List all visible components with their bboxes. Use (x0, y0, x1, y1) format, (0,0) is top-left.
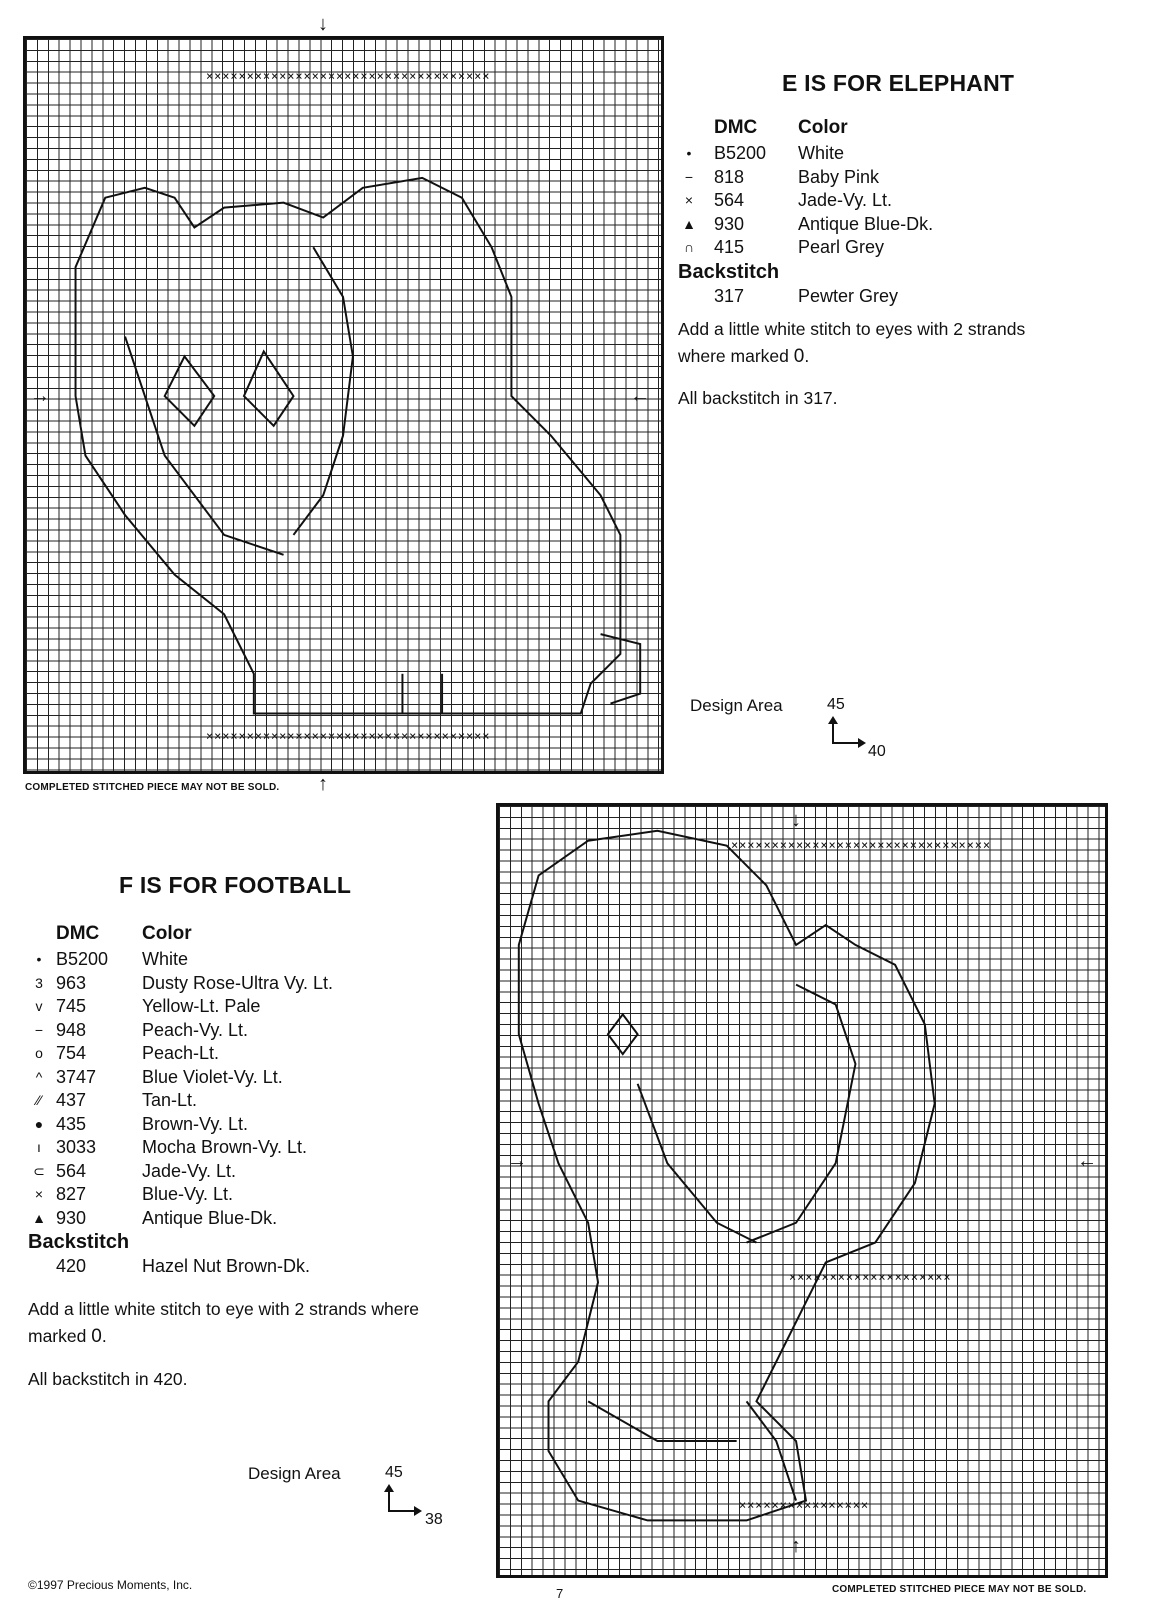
backstitch-color: Pewter Grey (798, 285, 899, 306)
legend-row (678, 190, 1118, 214)
football-chart (496, 803, 1108, 1578)
elephant-dmc-header: DMC (714, 117, 758, 138)
elephant-dimension-arrow-icon (826, 716, 866, 750)
legend-dmc: 745 (56, 996, 87, 1016)
legend-color: White (798, 143, 845, 163)
legend-row (28, 973, 468, 997)
legend-color: White (142, 949, 189, 969)
football-center-arrow-bottom: ↑ (791, 1535, 801, 1557)
legend-dmc: 3033 (56, 1137, 97, 1157)
legend-symbol: 3 (35, 974, 43, 991)
elephant-backstitch-label: Backstitch (678, 260, 780, 283)
elephant-x-stitches-bottom: ××××××××××××××××××××××××××××××××××× (206, 729, 491, 741)
football-note-line1: Add a little white stitch to eye with 2 strands where (28, 1299, 420, 1319)
legend-symbol: × (34, 1186, 44, 1202)
legend-row (28, 1020, 468, 1044)
legend-row (678, 167, 1118, 191)
elephant-outline (26, 39, 661, 771)
legend-color: Jade-Vy. Lt. (798, 190, 893, 210)
legend-color: Mocha Brown-Vy. Lt. (142, 1137, 308, 1157)
legend-color: Antique Blue-Dk. (142, 1207, 278, 1228)
football-all-backstitch: All backstitch in 420. (28, 1369, 188, 1389)
legend-dmc: 963 (56, 972, 87, 993)
elephant-design-width: 40 (868, 743, 886, 760)
legend-symbol: − (34, 1021, 44, 1038)
legend-dmc: 437 (56, 1090, 87, 1110)
legend-row (678, 286, 1118, 310)
football-backstitch-label: Backstitch (28, 1231, 130, 1253)
legend-color: Pearl Grey (798, 237, 885, 257)
elephant-note-end: . (804, 346, 810, 366)
elephant-note-line1: Add a little white stitch to eyes with 2 strands (678, 319, 1026, 339)
legend-dmc: 564 (56, 1160, 87, 1181)
legend-color: Baby Pink (798, 166, 880, 187)
elephant-all-backstitch: All backstitch in 317. (678, 388, 838, 408)
legend-row (28, 949, 468, 973)
legend-color: Brown-Vy. Lt. (142, 1113, 249, 1134)
legend-row (678, 143, 1118, 167)
legend-color: Peach-Vy. Lt. (142, 1019, 249, 1040)
football-design-width: 38 (425, 1511, 443, 1528)
football-note (28, 1296, 478, 1350)
backstitch-dmc: 317 (714, 285, 745, 306)
elephant-x-stitches-top: ××××××××××××××××××××××××××××××××××× (206, 69, 491, 81)
legend-row (28, 1067, 468, 1091)
legend-symbol: • (36, 951, 42, 967)
legend-dmc: 564 (714, 190, 745, 210)
legend-symbol: o (35, 1045, 43, 1061)
legend-row (28, 1256, 468, 1280)
legend-dmc: 435 (56, 1113, 87, 1134)
elephant-design-area-label: Design Area (690, 696, 783, 715)
football-color-header: Color (142, 923, 192, 944)
legend-row (28, 1208, 468, 1232)
football-dimension-arrow-icon (382, 1484, 422, 1518)
elephant-center-arrow-left: → (30, 385, 50, 407)
legend-dmc: 3747 (56, 1066, 97, 1087)
football-outline (499, 806, 1105, 1575)
legend-row (678, 237, 1118, 261)
football-note-end: . (101, 1326, 107, 1346)
eye-mark-symbol: 0 (91, 1326, 102, 1347)
legend-symbol: ⊂ (33, 1162, 45, 1179)
football-note-line2-wrap (28, 1323, 478, 1350)
eye-mark-symbol: 0 (793, 346, 805, 367)
elephant-not-sold-notice: COMPLETED STITCHED PIECE MAY NOT BE SOLD. (25, 782, 280, 793)
elephant-legend (678, 117, 1118, 309)
elephant-center-arrow-bottom: ↑ (318, 773, 328, 795)
legend-symbol: ı (37, 1139, 41, 1155)
copyright: ©1997 Precious Moments, Inc. (28, 1578, 193, 1592)
legend-symbol: • (686, 145, 692, 161)
legend-color: Peach-Lt. (142, 1043, 220, 1063)
legend-color: Blue-Vy. Lt. (142, 1184, 234, 1204)
football-center-arrow-top: ↓ (791, 809, 801, 831)
football-note-line2: marked (28, 1326, 87, 1346)
legend-symbol: − (684, 168, 694, 185)
legend-dmc: 930 (714, 213, 745, 234)
legend-symbol: ● (34, 1115, 44, 1132)
legend-row (678, 214, 1118, 238)
legend-symbol: ⁄⁄ (36, 1092, 42, 1108)
football-center-arrow-left: → (507, 1150, 527, 1172)
elephant-color-header: Color (798, 117, 848, 138)
football-not-sold-notice: COMPLETED STITCHED PIECE MAY NOT BE SOLD. (832, 1584, 1087, 1595)
elephant-design-height: 45 (827, 696, 845, 713)
legend-symbol: ^ (35, 1068, 43, 1085)
legend-dmc: 827 (56, 1184, 87, 1204)
football-design-height: 45 (385, 1464, 403, 1481)
elephant-note-line2: where marked (678, 346, 789, 366)
legend-dmc: B5200 (714, 143, 767, 163)
legend-color: Blue Violet-Vy. Lt. (142, 1066, 283, 1087)
legend-row (28, 1161, 468, 1185)
legend-row (28, 1043, 468, 1067)
legend-dmc: 930 (56, 1207, 87, 1228)
football-x-stitches-top: ×××××××××××××××××××××××××××××××× (731, 838, 991, 850)
legend-color: Jade-Vy. Lt. (142, 1160, 237, 1181)
football-x-stitches-bottom: ×××××××××××××××× (739, 1498, 869, 1510)
football-x-stitches-mid: ×××××××××××××××××××× (789, 1270, 952, 1282)
legend-symbol: × (684, 192, 694, 208)
football-legend (28, 923, 468, 1280)
legend-dmc: B5200 (56, 949, 109, 969)
football-dmc-header: DMC (56, 923, 100, 944)
legend-color: Antique Blue-Dk. (798, 213, 934, 234)
legend-dmc: 415 (714, 237, 745, 257)
legend-symbol: v (35, 998, 43, 1014)
elephant-chart (23, 36, 664, 774)
legend-row (28, 996, 468, 1020)
elephant-center-arrow-top: ↓ (318, 13, 328, 35)
backstitch-dmc: 420 (56, 1256, 87, 1276)
legend-row (28, 1184, 468, 1208)
legend-symbol: ▲ (32, 1209, 46, 1226)
football-center-arrow-right: ← (1077, 1150, 1097, 1172)
legend-dmc: 754 (56, 1043, 87, 1063)
legend-color: Yellow-Lt. Pale (142, 996, 261, 1016)
elephant-note (678, 316, 1148, 370)
legend-row (28, 1137, 468, 1161)
legend-row (28, 1114, 468, 1138)
elephant-title: E IS FOR ELEPHANT (782, 70, 1015, 96)
legend-color: Tan-Lt. (142, 1090, 198, 1110)
elephant-note-line2-wrap (678, 343, 1148, 370)
legend-symbol: ▲ (682, 215, 696, 232)
football-title: F IS FOR FOOTBALL (119, 872, 352, 898)
legend-dmc: 948 (56, 1019, 87, 1040)
legend-row (28, 1090, 468, 1114)
legend-dmc: 818 (714, 166, 745, 187)
elephant-center-arrow-right: ← (630, 385, 650, 407)
legend-color: Dusty Rose-Ultra Vy. Lt. (142, 972, 334, 993)
backstitch-color: Hazel Nut Brown-Dk. (142, 1256, 311, 1276)
football-design-area-label: Design Area (248, 1464, 341, 1483)
legend-symbol: ∩ (683, 239, 695, 255)
page-number: 7 (556, 1586, 564, 1601)
